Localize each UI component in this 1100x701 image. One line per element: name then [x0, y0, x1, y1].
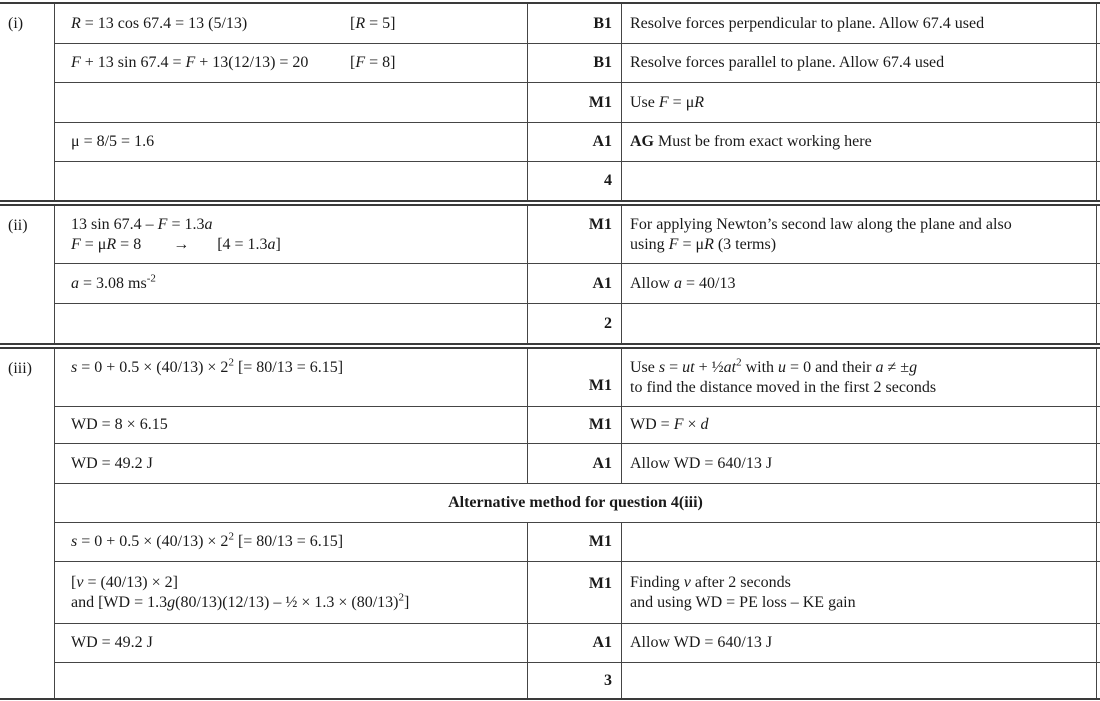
working-cell	[55, 407, 528, 443]
table-row	[55, 123, 1100, 162]
comment-text: WD = F × d	[630, 416, 709, 433]
working-cell	[55, 523, 528, 561]
comment-cell	[622, 444, 1097, 483]
comment-text: Finding v after 2 seconds and using WD = PE loss – KE gain	[630, 573, 856, 611]
working-text: 13 sin 67.4 – F = 1.3a F = μR = 8 → [4 = 1.3a]	[71, 215, 281, 253]
comment-text: Use s = ut + $\frac{1}{2}at^2$ with u = 0 and their a ≠ ±g to find the distance moved in the first 2 seconds	[630, 356, 937, 396]
working-cell	[55, 624, 528, 662]
part-label-ii: (ii)	[0, 206, 55, 343]
mark-code: M1	[588, 416, 612, 433]
working-text: $s = 0 + 0.5 \times (40/13) \times 2^2$ [= 80/13 = 6.15]	[71, 530, 344, 550]
table-row	[55, 444, 1100, 484]
working-text: WD = 49.2 J	[71, 454, 153, 472]
table-row	[55, 407, 1100, 444]
working-text: μ = 8/5 = 1.6	[71, 133, 155, 150]
table-row	[55, 44, 1100, 83]
comment-text: Allow WD = 640/13 J	[630, 454, 773, 472]
section-ii-rows	[55, 206, 1100, 343]
comment-cell	[622, 624, 1097, 662]
section-ii	[0, 206, 1100, 343]
working-cell	[55, 562, 528, 623]
mark-cell	[528, 264, 622, 303]
mark-code: M1	[588, 216, 612, 233]
table-row	[55, 4, 1100, 44]
table-row	[55, 523, 1100, 562]
comment-text: Resolve forces perpendicular to plane. Allow 67.4 used	[630, 14, 985, 32]
table-row	[55, 83, 1100, 123]
comment-cell	[622, 407, 1097, 443]
total-marks: 2	[604, 314, 612, 332]
working-bracket-text: [F = 8]	[350, 54, 396, 71]
working-cell	[55, 4, 528, 43]
comment-text: Allow a = 40/13	[630, 274, 736, 292]
alt-method-header-text: Alternative method for question 4(iii)	[448, 494, 703, 511]
mark-cell	[528, 444, 622, 483]
mark-cell	[528, 349, 622, 406]
table-row	[55, 562, 1100, 624]
comment-cell	[622, 523, 1097, 561]
comment-cell	[622, 83, 1097, 122]
working-cell	[55, 162, 528, 200]
section-iii	[0, 349, 1100, 698]
mark-code: B1	[593, 14, 612, 32]
comment-text: Use F = μR	[630, 93, 705, 111]
section-total	[528, 162, 622, 200]
working-cell	[55, 206, 528, 263]
table-bottom-border	[0, 698, 1100, 700]
mark-code: M1	[588, 377, 612, 394]
working-cell	[55, 663, 528, 698]
working-cell	[55, 123, 528, 161]
section-iii-rows	[55, 349, 1100, 698]
working-cell	[55, 264, 528, 303]
working-cell	[55, 304, 528, 343]
comment-cell	[622, 123, 1097, 161]
comment-cell	[622, 162, 1097, 200]
part-label-iii: (iii)	[0, 349, 55, 698]
mark-cell	[528, 123, 622, 161]
comment-text: Resolve forces parallel to plane. Allow 67.4 used	[630, 54, 945, 71]
comment-cell	[622, 562, 1097, 623]
mark-code: B1	[593, 54, 612, 71]
comment-cell	[622, 304, 1097, 343]
working-cell	[55, 44, 528, 82]
mark-cell	[528, 523, 622, 561]
comment-cell	[622, 206, 1097, 263]
comment-text: Allow WD = 640/13 J	[630, 634, 773, 651]
mark-cell	[528, 624, 622, 662]
working-text: a = 3.08 $ms^{-2}$	[71, 272, 156, 292]
mark-code: A1	[592, 454, 612, 472]
comment-cell	[622, 44, 1097, 82]
working-cell	[55, 444, 528, 483]
mark-code: A1	[592, 133, 612, 150]
section-total-row	[55, 663, 1100, 698]
mark-cell	[528, 206, 622, 263]
working-text: $s = 0 + 0.5 \times (40/13) \times 2^2$ [= 80/13 = 6.15]	[71, 356, 344, 376]
table-row	[55, 264, 1100, 304]
working-bracket-text: [R = 5]	[350, 14, 396, 32]
table-row	[55, 349, 1100, 407]
mark-code: M1	[588, 533, 612, 550]
part-label-i: (i)	[0, 4, 55, 200]
table-row	[55, 624, 1100, 663]
working-text: WD = 8 × 6.15	[71, 416, 168, 433]
comment-text: For applying Newton’s second law along the plane and also using F = μR (3 terms)	[630, 215, 1012, 253]
mark-code: M1	[588, 575, 612, 592]
working-text: F + 13 sin 67.4 = F + 13(12/13) = 20	[71, 54, 309, 71]
comment-cell	[622, 264, 1097, 303]
mark-cell	[528, 407, 622, 443]
mark-code: A1	[592, 274, 612, 292]
section-i-rows	[55, 4, 1100, 200]
section-total	[528, 304, 622, 343]
comment-text: AG Must be from exact working here	[630, 133, 872, 150]
working-cell	[55, 83, 528, 122]
mark-cell	[528, 83, 622, 122]
section-total	[528, 663, 622, 698]
alt-method-header	[55, 484, 1097, 522]
mark-code: A1	[592, 634, 612, 651]
working-cell	[55, 349, 528, 406]
mark-cell	[528, 44, 622, 82]
mark-cell	[528, 4, 622, 43]
working-text: WD = 49.2 J	[71, 634, 153, 651]
mark-cell	[528, 562, 622, 623]
table-row	[55, 206, 1100, 264]
working-text: R = 13 cos 67.4 = 13 (5/13)	[71, 14, 248, 32]
total-marks: 3	[604, 671, 612, 689]
section-total-row	[55, 162, 1100, 200]
section-total-row	[55, 304, 1100, 343]
working-text: [v = (40/13) × 2] and [WD = 1.3g(80/13)(12/13) – ½ × $1.3 \times (80/13)^2$]	[71, 573, 410, 611]
section-i	[0, 4, 1100, 200]
total-marks: 4	[604, 172, 612, 189]
comment-cell	[622, 349, 1097, 406]
comment-cell	[622, 663, 1097, 698]
mark-code: M1	[588, 93, 612, 111]
comment-cell	[622, 4, 1097, 43]
alt-method-header-row	[55, 484, 1100, 523]
